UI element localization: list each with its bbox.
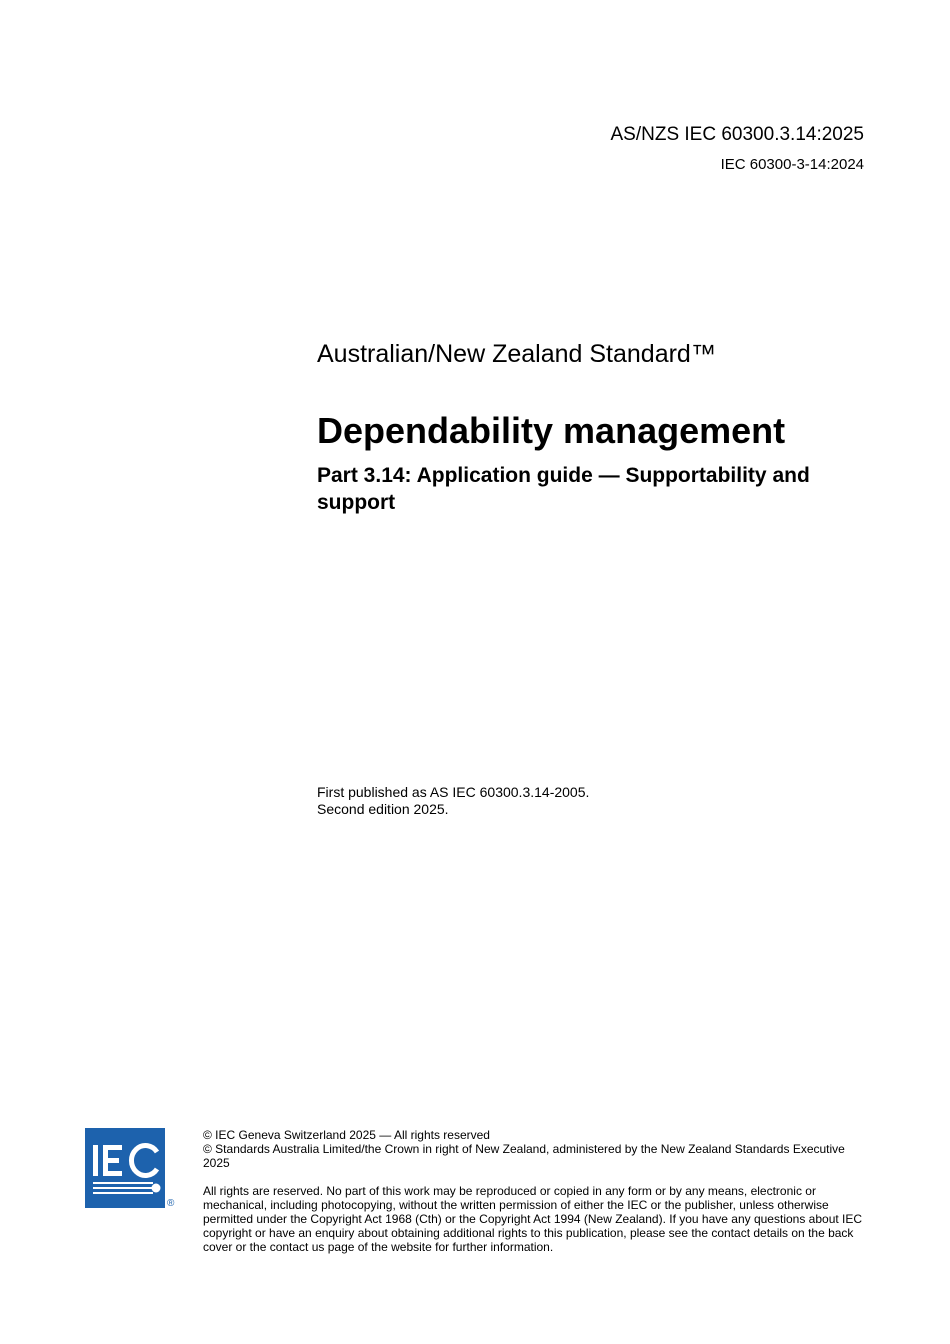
second-edition-note: Second edition 2025.: [317, 801, 449, 817]
document-title: Dependability management: [317, 410, 786, 451]
series-title: Australian/New Zealand Standard™: [317, 340, 716, 368]
copyright-standards-australia: © Standards Australia Limited/the Crown in right of New Zealand, administered by the New Zealand Standards Executive 2025: [203, 1141, 845, 1170]
standard-number: AS/NZS IEC 60300.3.14:2025: [610, 124, 864, 145]
iec-logo-box: [85, 1128, 165, 1208]
part-title: Part 3.14: Application guide — Supportability and support: [317, 464, 810, 514]
rights-reserved-text: All rights are reserved. No part of this work may be reproduced or copied in any form or by any means, electronic or mechanical, including photocopying, without the written permission of either the IEC or the publisher, unless otherwise permitted under the Copyright Act 1968 (Cth) or the Copyright Act 1994 (New Zealand). If you have any questions about IEC copyright or have an enquiry about obtaining additional rights to this publication, please see the contact details on the back cover or the contact us page of the website for further information.: [203, 1184, 863, 1254]
iec-reference-number: IEC 60300-3-14:2024: [720, 156, 864, 173]
registered-mark: ®: [167, 1198, 175, 1209]
first-published-note: First published as AS IEC 60300.3.14-2005.: [317, 784, 590, 800]
edition-info: [317, 784, 589, 818]
iec-logo-icon: [85, 1128, 165, 1208]
title-block: [317, 338, 877, 516]
iec-logo: [85, 1128, 181, 1214]
copyright-block: [203, 1129, 873, 1254]
copyright-iec: © IEC Geneva Switzerland 2025 — All rights reserved: [203, 1128, 490, 1142]
